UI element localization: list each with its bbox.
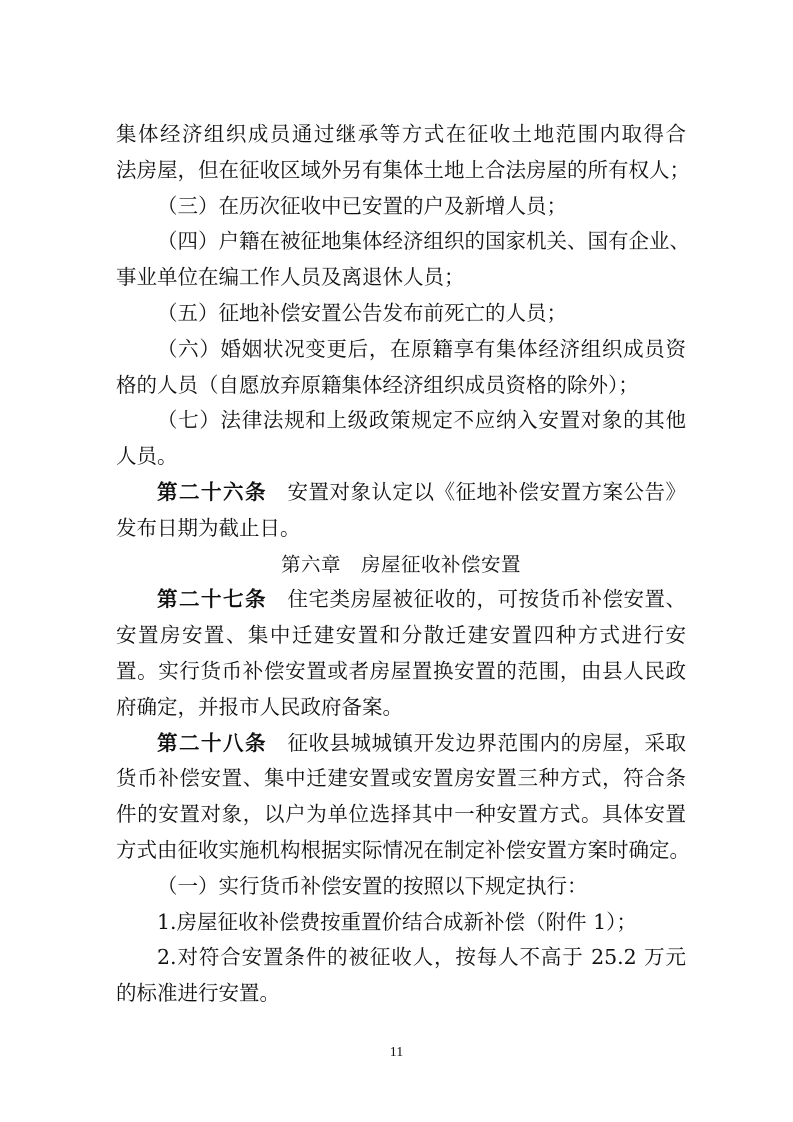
list-item-4: （四）户籍在被征地集体经济组织的国家机关、国有企业、: [157, 229, 690, 254]
text-line: 置。实行货币补偿安置或者房屋置换安置的范围，由县人民政: [116, 658, 686, 683]
article-26-text: 安置对象认定以《征地补偿安置方案公告》: [287, 479, 686, 504]
text-line: 件的安置对象，以户为单位选择其中一种安置方式。具体安置: [116, 802, 686, 827]
text-line: 事业单位在编工作人员及离退休人员；: [116, 265, 465, 290]
body-text: [116, 117, 690, 1012]
text-line: 府确定，并报市人民政府备案。: [116, 694, 403, 719]
article-27-text: 住宅类房屋被征收的，可按货币补偿安置、: [287, 587, 686, 612]
article-26-label: 第二十六条: [157, 479, 267, 504]
text-line: 法房屋，但在征收区域外另有集体土地上合法房屋的所有权人；: [116, 157, 690, 182]
page-number: 11: [389, 1045, 404, 1060]
article-28-label: 第二十八条: [157, 730, 267, 755]
list-item-6: （六）婚姻状况变更后，在原籍享有集体经济组织成员资: [157, 336, 686, 361]
text-line: 发布日期为截止日。: [116, 515, 301, 540]
article-28-line: [116, 726, 686, 762]
text-line: 格的人员（自愿放弃原籍集体经济组织成员资格的除外）；: [116, 372, 639, 397]
text-line: 安置房安置、集中迁建安置和分散迁建安置四种方式进行安: [116, 623, 686, 648]
list-item-3: （三）在历次征收中已安置的户及新增人员；: [157, 193, 567, 218]
article-27-label: 第二十七条: [157, 587, 267, 612]
list-item-5: （五）征地补偿安置公告发布前死亡的人员；: [157, 300, 567, 325]
article-26-line: [116, 475, 686, 511]
text-line: 方式由征收实施机构根据实际情况在制定补偿安置方案时确定。: [116, 837, 690, 862]
chapter-heading: 第六章 房屋征收补偿安置: [280, 552, 521, 576]
article-28-text: 征收县城城镇开发边界范围内的房屋，采取: [287, 730, 686, 755]
list-item-1: （一）实行货币补偿安置的按照以下规定执行：: [157, 873, 588, 898]
list-item-7: （七）法律法规和上级政策规定不应纳入安置对象的其他: [157, 408, 686, 433]
numbered-item-1: 1.房屋征收补偿费按重置价结合成新补偿（附件 1）；: [157, 909, 637, 934]
text-line: 的标准进行安置。: [116, 981, 280, 1006]
numbered-item-2: 2.对符合安置条件的被征收人，按每人不高于 25.2 万元: [157, 945, 686, 970]
text-line: 人员。: [116, 444, 178, 469]
text-line: 集体经济组织成员通过继承等方式在征收土地范围内取得合: [116, 122, 686, 146]
text-line: 货币补偿安置、集中迁建安置或安置房安置三种方式，符合条: [116, 766, 686, 791]
article-27-line: [116, 582, 686, 618]
